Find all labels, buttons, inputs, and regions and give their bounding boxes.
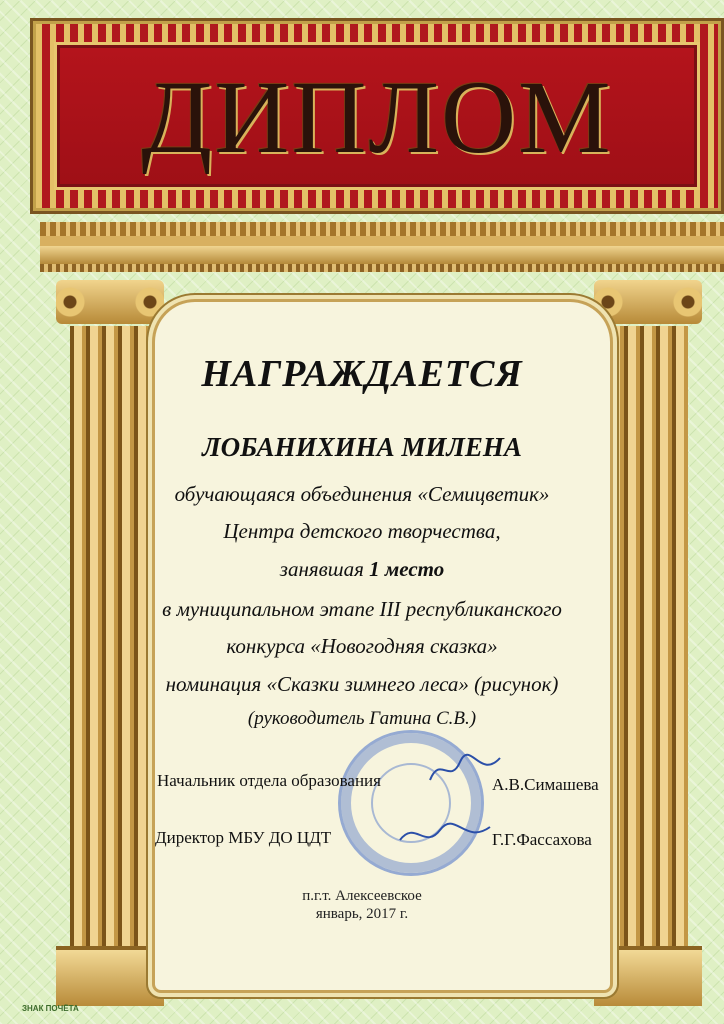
signature-2-scribble — [395, 815, 495, 855]
entablature-molding — [40, 246, 724, 264]
entablature-dentil — [40, 222, 724, 236]
body-line: конкурса «Новогодняя сказка» — [226, 634, 498, 658]
signatory-2-position: Директор МБУ ДО ЦДТ — [155, 828, 332, 847]
header-banner — [30, 18, 724, 214]
body-line: Центра детского творчества, — [223, 519, 501, 543]
issue-date: январь, 2017 г. — [315, 906, 409, 922]
body-line: в муниципальном этапе III республиканского — [162, 597, 562, 621]
column-capital — [594, 280, 702, 324]
publisher-logo: ЗНАК ПОЧЁТА — [22, 1004, 79, 1013]
issue-place: п.г.т. Алексеевское — [302, 888, 422, 904]
supervisor-line: (руководитель Гатина С.В.) — [247, 708, 477, 729]
entablature-bottom — [40, 264, 724, 272]
body-line: обучающаяся объединения «Семицветик» — [174, 482, 550, 506]
award-heading: НАГРАЖДАЕТСЯ — [201, 353, 523, 395]
diploma-title: ДИПЛОМ — [141, 60, 613, 175]
column-base — [56, 946, 164, 1006]
signatory-1-name: А.В.Симашева — [492, 775, 599, 794]
column-base — [594, 946, 702, 1006]
recipient-name: ЛОБАНИХИНА МИЛЕНА — [202, 432, 522, 462]
signatory-1-position: Начальник отдела образования — [157, 771, 381, 790]
place-prefix: занявшая — [279, 557, 364, 581]
place-word: место — [384, 557, 445, 581]
place-number: 1 — [369, 557, 380, 581]
entablature-band — [40, 236, 724, 246]
place-line — [0, 557, 724, 582]
column-capital — [56, 280, 164, 324]
signatory-2-name: Г.Г.Фассахова — [492, 830, 592, 849]
body-line: номинация «Сказки зимнего леса» (рисунок) — [165, 672, 559, 696]
